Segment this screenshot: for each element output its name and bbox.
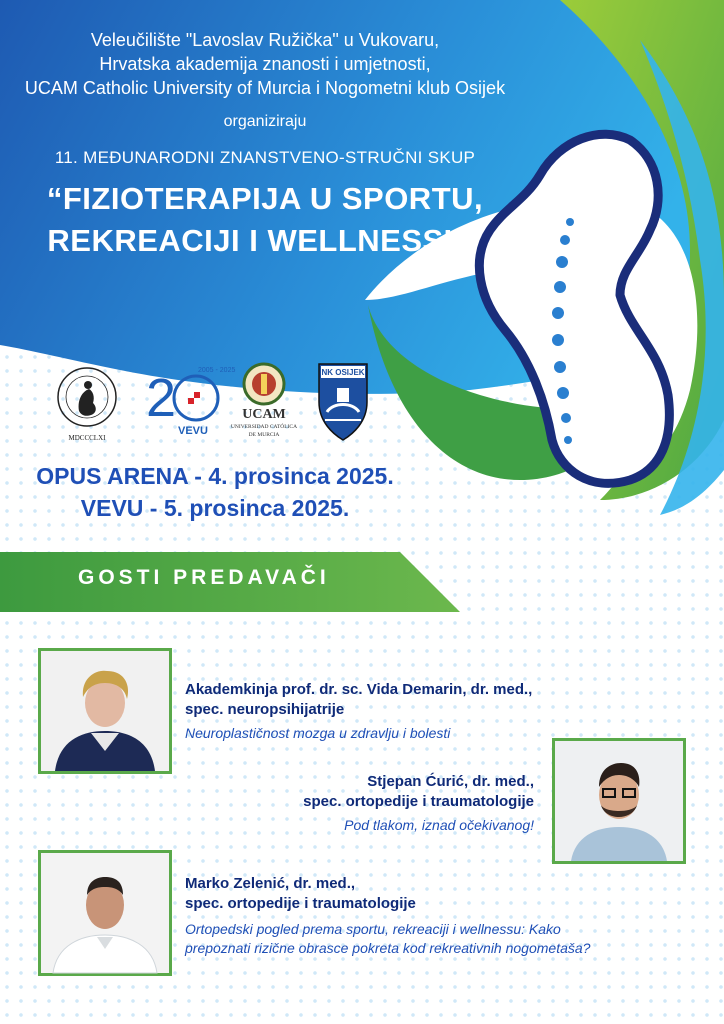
speaker-topic: Pod tlakom, iznad očekivanog!	[344, 817, 534, 833]
person-placeholder-icon	[41, 651, 169, 771]
svg-text:MDCCCLXI: MDCCCLXI	[68, 434, 106, 442]
person-placeholder-icon	[555, 741, 683, 861]
event-dates	[30, 460, 400, 524]
organizer-line: Hrvatska akademija znanosti i umjetnosti,	[99, 54, 431, 74]
hazu-logo	[55, 363, 119, 443]
date-line: OPUS ARENA - 4. prosinca 2025.	[36, 463, 394, 489]
svg-text:UNIVERSIDAD CATÓLICA: UNIVERSIDAD CATÓLICA	[230, 424, 298, 430]
organizer-line: UCAM Catholic University of Murcia i Nogometni klub Osijek	[24, 78, 506, 98]
svg-text:DE MURCIA: DE MURCIA	[248, 432, 280, 438]
event-subtitle: 11. MEĐUNARODNI ZNANSTVENO-STRUČNI SKUP	[54, 148, 476, 167]
organizer-line: Veleučilište "Lavoslav Ružička" u Vukovaru,	[90, 30, 440, 50]
svg-text:2005 - 2025: 2005 - 2025	[198, 367, 236, 374]
organizers-list	[0, 28, 530, 100]
speaker-photo	[38, 850, 172, 976]
event-title	[0, 178, 530, 262]
speaker-name: Akademkinja prof. dr. sc. Vida Demarin, dr. med., spec. neuropsihijatrije	[185, 681, 533, 718]
speaker-topic: Ortopedski pogled prema sportu, rekreaciji i wellnessu: Kako prepoznati rizične obrasce pokreta kod rekreativnih nogometaša?	[185, 921, 591, 956]
nk-osijek-crest	[317, 362, 369, 442]
guests-heading: GOSTI PREDAVAČI	[78, 566, 330, 589]
svg-text:VEVU: VEVU	[178, 425, 208, 437]
organized-verb: organiziraju	[223, 113, 307, 130]
vevu-20-logo	[140, 358, 236, 446]
svg-text:2: 2	[146, 368, 177, 428]
speaker-photo	[38, 648, 172, 774]
partner-logos	[55, 358, 375, 448]
svg-text:NK OSIJEK: NK OSIJEK	[321, 368, 365, 377]
date-line: VEVU - 5. prosinca 2025.	[80, 495, 350, 521]
person-placeholder-icon	[41, 853, 169, 973]
speaker-photo	[552, 738, 686, 864]
event-title-line: REKREACIJI I WELLNESSU”	[47, 223, 483, 258]
speaker-name: Marko Zelenić, dr. med., spec. ortopedije i traumatologije	[185, 875, 416, 912]
svg-text:UCAM: UCAM	[242, 407, 286, 422]
ucam-logo	[230, 360, 298, 446]
speaker-name: Stjepan Ćurić, dr. med., spec. ortopedije i traumatologije	[303, 773, 534, 810]
event-title-line: “FIZIOTERAPIJA U SPORTU,	[46, 181, 484, 216]
speaker-topic: Neuroplastičnost mozga u zdravlju i bolesti	[185, 725, 451, 741]
